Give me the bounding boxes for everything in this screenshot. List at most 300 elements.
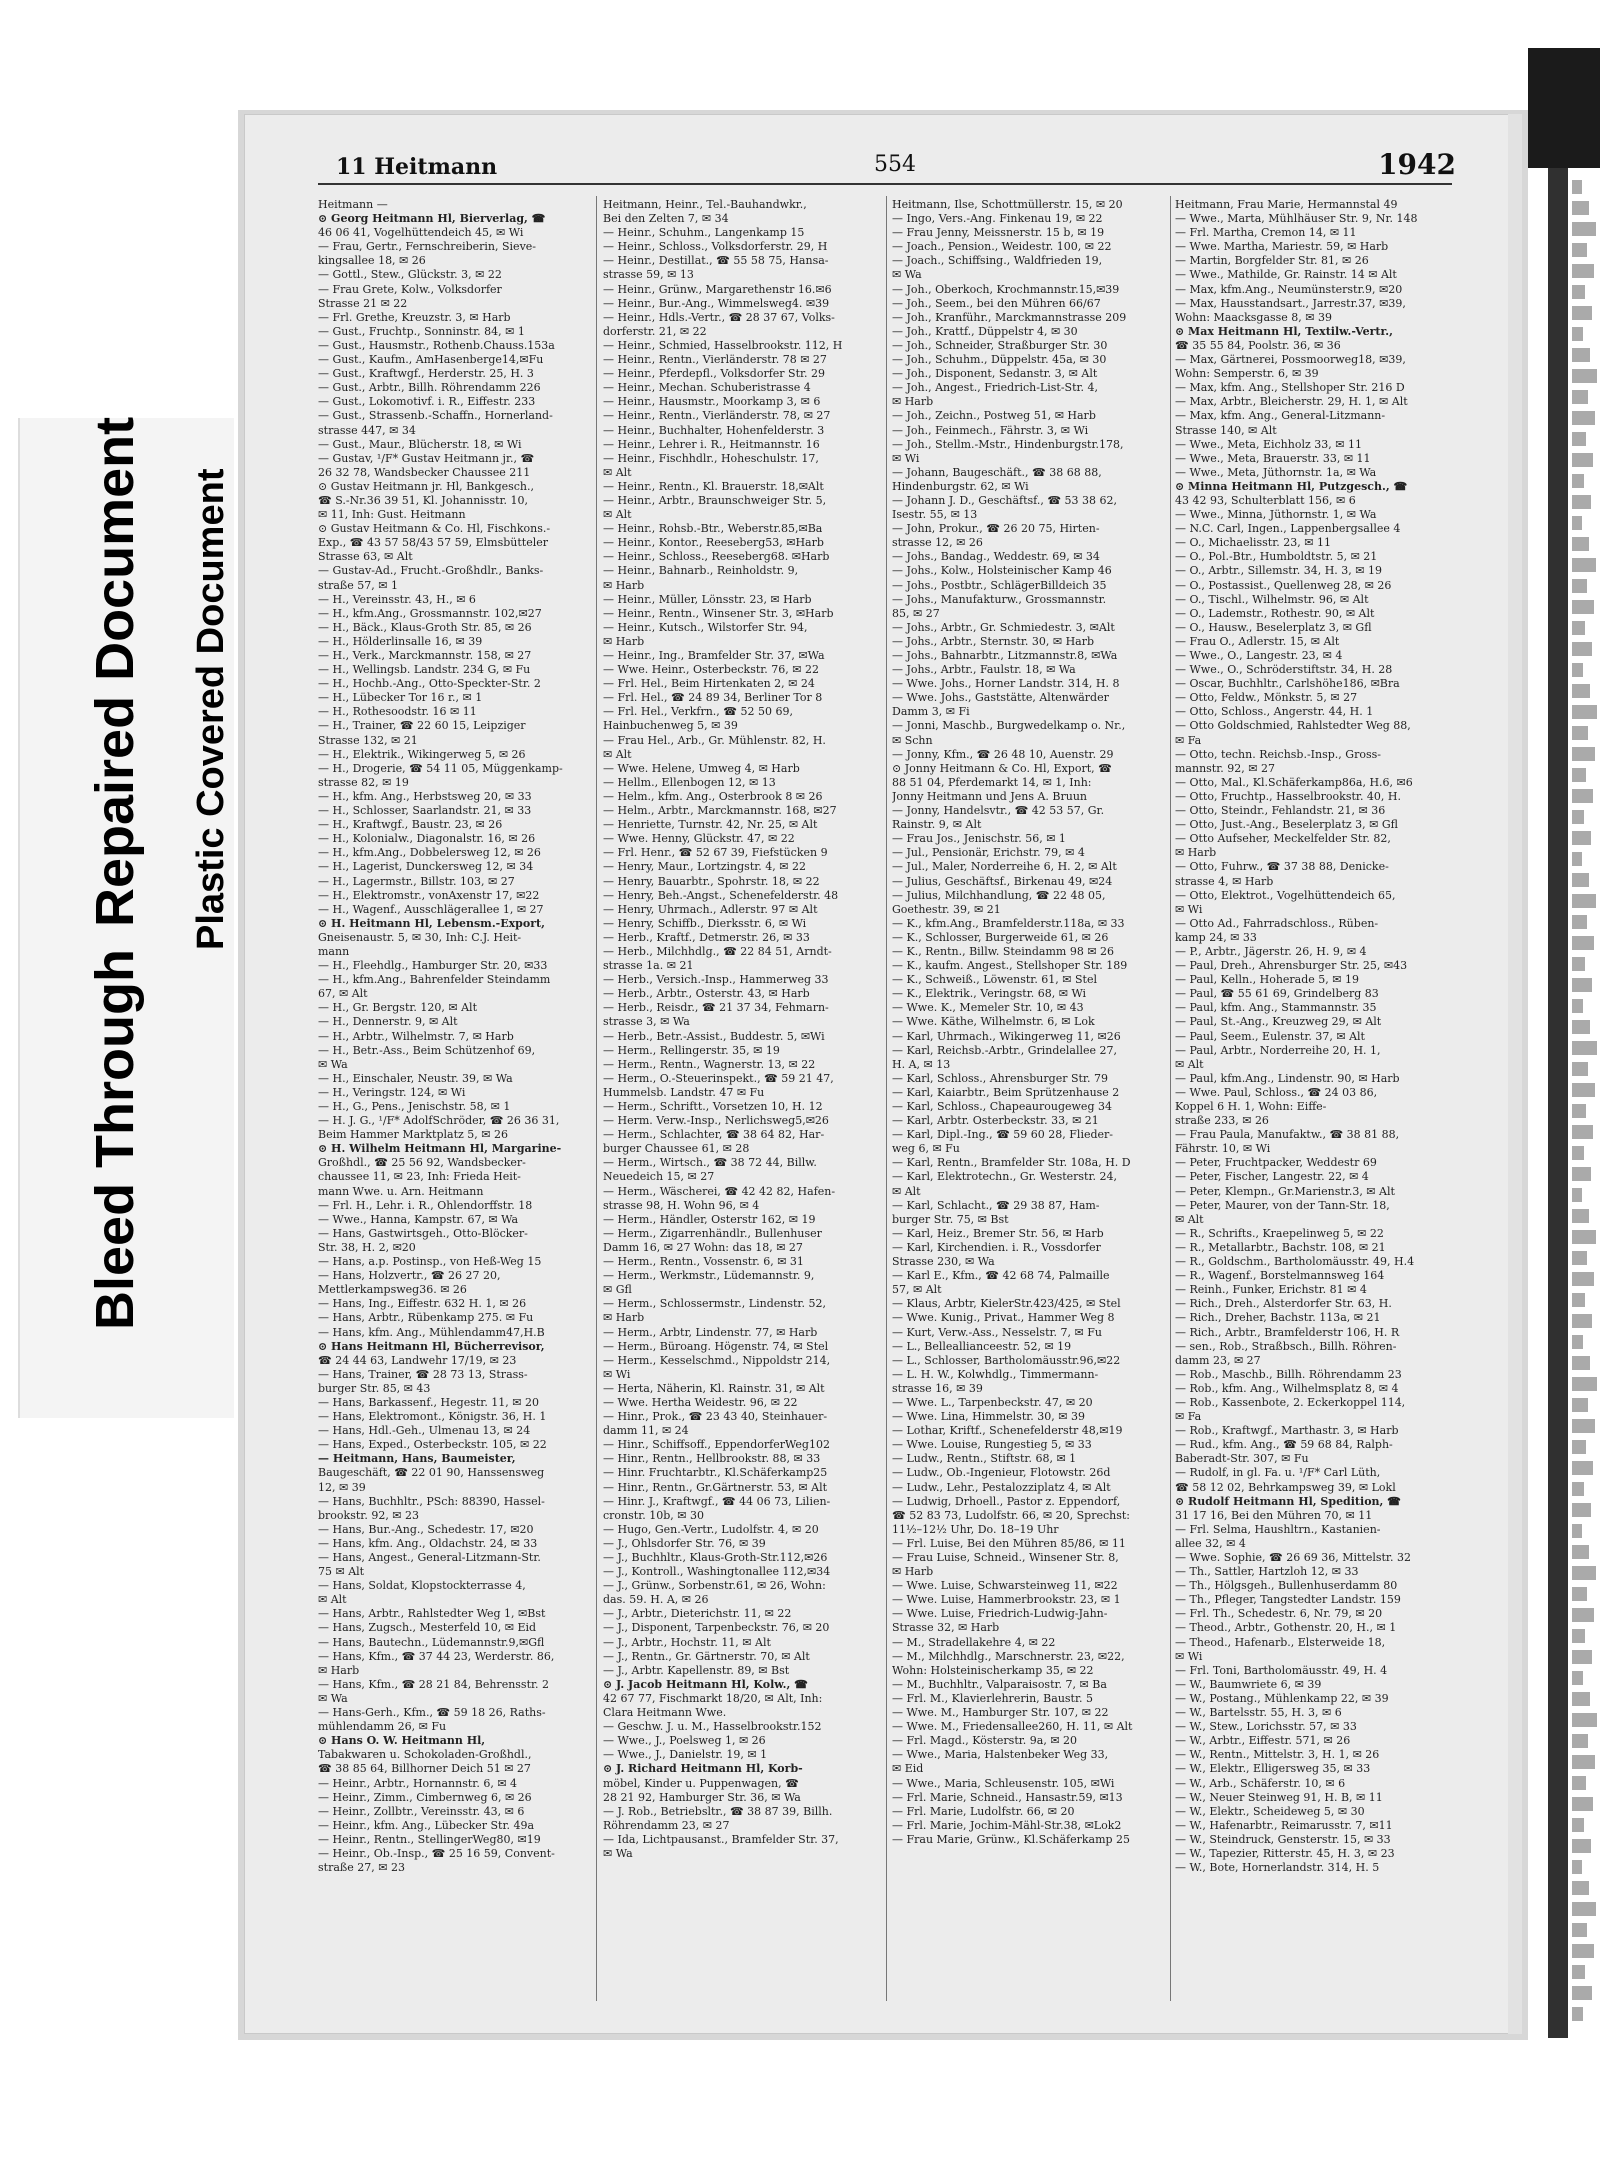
- directory-entry-line: — H., kfm.Ang., Dobbelersweg 12, ✉ 26: [318, 846, 541, 860]
- directory-entry-line: — Hans, Ing., Eiffestr. 632 H. 1, ✉ 26: [318, 1297, 527, 1311]
- directory-entry-line: — Johs., Manufakturw., Grossmannstr.: [892, 592, 1107, 606]
- directory-entry-line: — Joh., Schneider, Straßburger Str. 30: [892, 338, 1108, 352]
- directory-entry-line: — Wwe. M., Friedensallee260, H. 11, ✉ Alt: [892, 1720, 1133, 1734]
- directory-entry-line: — H., Dennerstr. 9, ✉ Alt: [318, 1015, 458, 1029]
- directory-entry-line: — Henry, Uhrmach., Adlerstr. 97 ✉ Alt: [603, 902, 818, 916]
- directory-entry-line: — Herta, Näherin, Kl. Rainstr. 31, ✉ Alt: [603, 1381, 825, 1395]
- directory-entry-line: — Hans, Buchhltr., PSch: 88390, Hassel-: [318, 1494, 545, 1508]
- directory-entry-line: — Henry, Maur., Lortzingstr. 4, ✉ 22: [603, 860, 806, 874]
- directory-entry-line: — Hans, Bautechn., Lüdemannstr.9,✉Gfl: [318, 1635, 545, 1649]
- directory-entry-line: — Wwe., J., Poelsweg 1, ✉ 26: [603, 1734, 766, 1748]
- directory-entry-line: strasse 98, H. Wohn 96, ✉ 4: [603, 1198, 760, 1212]
- directory-entry-line: — Heinr., Hausmstr., Moorkamp 3, ✉ 6: [603, 395, 821, 409]
- directory-entry-line: ✉ Wa: [318, 1691, 348, 1705]
- directory-entry-line: — Otto, Fuhrw., ☎ 37 38 88, Denicke-: [1175, 860, 1389, 874]
- directory-entry-line: ✉ Gfl: [603, 1283, 632, 1297]
- directory-entry-line: — Theod., Arbtr., Gothenstr. 20, H., ✉ 1: [1175, 1621, 1397, 1635]
- directory-entry-line: — Karl, Dipl.-Ing., ☎ 59 60 28, Flieder-: [892, 1128, 1113, 1142]
- directory-entry-line: das. 59. H. A, ✉ 26: [603, 1593, 709, 1607]
- directory-entry-line: — J., Grünw., Sorbenstr.61, ✉ 26, Wohn:: [603, 1579, 826, 1593]
- directory-entry-line: — H., Trainer, ☎ 22 60 15, Leipziger: [318, 719, 526, 733]
- directory-entry-line: ⊙ Georg Heitmann Hl, Bierverlag, ☎: [318, 212, 546, 226]
- directory-entry-line: — J., Ohlsdorfer Str. 76, ✉ 39: [603, 1536, 766, 1550]
- directory-entry-line: — Heinr., Arbtr., Braunschweiger Str. 5,: [603, 493, 827, 507]
- adjacent-text-stub: [1572, 873, 1589, 887]
- directory-entry-line: Strasse 21 ✉ 22: [318, 296, 408, 310]
- directory-entry-line: — N.C. Carl, Ingen., Lappenbergsallee 4: [1175, 522, 1401, 536]
- directory-entry-line: — Frau Jenny, Meissnerstr. 15 b, ✉ 19: [892, 226, 1105, 240]
- directory-entry-line: — Heinr., Bur.-Ang., Wimmelsweg4. ✉39: [603, 296, 830, 310]
- directory-entry-line: ✉ Harb: [603, 578, 645, 592]
- plastic-covered-label: Plastic Covered Document: [190, 468, 232, 950]
- directory-entry-line: — Herm., Wirtsch., ☎ 38 72 44, Billw.: [603, 1156, 817, 1170]
- directory-entry-line: — O., Michaelisstr. 23, ✉ 11: [1175, 536, 1331, 550]
- directory-entry-line: — Hans, Exped., Osterbeckstr. 105, ✉ 22: [318, 1438, 547, 1452]
- directory-entry-line: strasse 82, ✉ 19: [318, 775, 409, 789]
- directory-entry-line: — Gust., Fruchtp., Sonninstr. 84, ✉ 1: [318, 324, 525, 338]
- directory-entry-line: ✉ Harb: [318, 1663, 360, 1677]
- directory-entry-line: möbel, Kinder u. Puppenwagen, ☎: [603, 1776, 799, 1790]
- directory-entry-line: — Paul, kfm.Ang., Lindenstr. 90, ✉ Harb: [1175, 1071, 1400, 1085]
- directory-entry-line: — H., Einschaler, Neustr. 39, ✉ Wa: [318, 1071, 513, 1085]
- adjacent-text-stub: [1572, 726, 1588, 740]
- directory-entry-line: — Hans-Gerh., Kfm., ☎ 59 18 26, Raths-: [318, 1706, 546, 1720]
- directory-entry-line: 42 67 77, Fischmarkt 18/20, ✉ Alt, Inh:: [603, 1691, 823, 1705]
- directory-entry-line: straße 27, ✉ 23: [318, 1861, 405, 1875]
- directory-entry-line: — Herb., Kraftf., Detmerstr. 26, ✉ 33: [603, 930, 810, 944]
- adjacent-text-stub: [1572, 1755, 1595, 1769]
- adjacent-text-stub: [1572, 1482, 1584, 1496]
- directory-entry-line: — Karl, Schloss., Chapeaurougeweg 34: [892, 1100, 1112, 1113]
- adjacent-text-stub: [1572, 1902, 1596, 1916]
- directory-entry-line: strasse 1a. ✉ 21: [603, 959, 694, 973]
- directory-entry-line: — Wwe., Meta, Eichholz 33, ✉ 11: [1175, 437, 1362, 451]
- directory-entry-line: — Otto, techn. Reichsb.-Insp., Gross-: [1175, 747, 1381, 761]
- directory-entry-line: — J., Rentn., Gr. Gärtnerstr. 70, ✉ Alt: [603, 1649, 810, 1663]
- directory-entry-line: 75 ✉ Alt: [318, 1565, 365, 1579]
- adjacent-text-stub: [1572, 642, 1592, 656]
- directory-entry-line: — Heinr., kfm. Ang., Lübecker Str. 49a: [318, 1818, 535, 1832]
- directory-entry-line: — J., Arbtr., Dieterichstr. 11, ✉ 22: [603, 1607, 792, 1621]
- directory-entry-line: — Hans, Hdl.-Geh., Ulmenau 13, ✉ 24: [318, 1424, 531, 1438]
- directory-entry-line: — Martin, Borgfelder Str. 81, ✉ 26: [1175, 254, 1369, 268]
- directory-entry-line: — H., Kraftwgf., Baustr. 23, ✉ 26: [318, 818, 503, 832]
- adjacent-text-stub: [1572, 1041, 1597, 1055]
- directory-entry-line: — Frl. M., Klavierlehrerin, Baustr. 5: [892, 1691, 1094, 1705]
- directory-entry-line: dorferstr. 21, ✉ 22: [603, 324, 707, 338]
- directory-entry-line: — Oscar, Buchhltr., Carlshöhe186, ✉Bra: [1175, 677, 1400, 691]
- directory-entry-line: straße 57, ✉ 1: [318, 578, 398, 592]
- directory-entry-line: ✉ Alt: [603, 747, 632, 761]
- directory-entry-line: burger Str. 75, ✉ Bst: [892, 1212, 1009, 1226]
- bleed-through-label: Bleed Through: [85, 949, 145, 1330]
- directory-entry-line: — K., Rentn., Billw. Steindamm 98 ✉ 26: [892, 944, 1115, 958]
- directory-entry-line: — J., Arbtr., Hochstr. 11, ✉ Alt: [603, 1635, 771, 1649]
- adjacent-text-stub: [1572, 1650, 1592, 1664]
- directory-entry-line: — Wwe. Käthe, Wilhelmstr. 6, ✉ Lok: [892, 1015, 1095, 1029]
- directory-entry-line: — Heinr., Rentn., Vierländerstr. 78 ✉ 27: [603, 353, 827, 367]
- directory-entry-line: — Hans, Kfm., ☎ 37 44 23, Werderstr. 86,: [318, 1649, 555, 1663]
- adjacent-text-stub: [1572, 1566, 1596, 1580]
- directory-entry-line: — Joh., Feinmech., Fährstr. 3, ✉ Wi: [892, 423, 1089, 437]
- directory-entry-line: — Heinr., Rohsb.-Btr., Weberstr.85,✉Ba: [603, 522, 823, 536]
- repaired-document-label: Repaired Document: [85, 416, 145, 928]
- directory-entry-line: kamp 24, ✉ 33: [1175, 930, 1257, 944]
- adjacent-text-stub: [1572, 915, 1587, 929]
- directory-entry-line: — Herm., Werkmstr., Lüdemannstr. 9,: [603, 1269, 815, 1283]
- directory-entry-line: ✉ Wi: [603, 1367, 631, 1381]
- directory-entry-line: ⊙ Minna Heitmann Hl, Putzgesch., ☎: [1175, 479, 1408, 493]
- directory-entry-line: — Otto Ad., Fahrradschloss., Rüben-: [1175, 916, 1379, 930]
- directory-column-2: [603, 198, 873, 1998]
- directory-entry-line: — W., Steindruck, Gensterstr. 15, ✉ 33: [1175, 1832, 1391, 1846]
- directory-entry-line: — M., Buchhltr., Valparaisostr. 7, ✉ Ba: [892, 1677, 1107, 1691]
- directory-entry-line: Heitmann, Ilse, Schottmüllerstr. 15, ✉ 20: [892, 198, 1123, 211]
- directory-entry-line: Damm 3, ✉ Fi: [892, 705, 970, 719]
- directory-entry-line: — Ludw., Lehr., Pestalozziplatz 4, ✉ Alt: [892, 1480, 1111, 1494]
- directory-entry-line: ☎ 24 44 63, Landwehr 17/19, ✉ 23: [318, 1353, 517, 1367]
- directory-entry-line: — Otto, Elektrot., Vogelhüttendeich 65,: [1175, 888, 1396, 902]
- adjacent-text-stub: [1572, 1839, 1591, 1853]
- directory-entry-line: ☎ S.-Nr.36 39 51, Kl. Johannisstr. 10,: [318, 493, 529, 507]
- directory-entry-line: ✉ Alt: [318, 1593, 347, 1607]
- directory-entry-line: — Otto, Fruchtp., Hasselbrookstr. 40, H.: [1175, 789, 1402, 803]
- adjacent-text-stub: [1572, 1923, 1587, 1937]
- directory-entry-line: — Jonni, Maschb., Burgwedelkamp o. Nr.,: [892, 719, 1126, 733]
- directory-entry-line: — L., Belleallianceestr. 52, ✉ 19: [892, 1339, 1072, 1353]
- directory-entry-line: — Herm., Zigarrenhändlr., Bullenhuser: [603, 1226, 822, 1240]
- directory-entry-line: — Frl. Hel., ☎ 24 89 34, Berliner Tor 8: [603, 691, 823, 705]
- directory-entry-line: — Max, Arbtr., Bleicherstr. 29, H. 1, ✉ Alt: [1175, 395, 1408, 409]
- directory-entry-line: ✉ Wa: [603, 1846, 633, 1860]
- directory-entry-line: — Frl. Magd., Kösterstr. 9a, ✉ 20: [892, 1734, 1078, 1748]
- directory-entry-line: 67, ✉ Alt: [318, 987, 368, 1001]
- directory-entry-line: ✉ Wi: [1175, 902, 1203, 916]
- directory-entry-line: — Otto, Steindr., Fehlandstr. 21, ✉ 36: [1175, 804, 1386, 818]
- directory-entry-line: Strasse 230, ✉ Wa: [892, 1255, 995, 1269]
- directory-entry-line: strasse 16, ✉ 39: [892, 1381, 983, 1395]
- directory-entry-line: ✉ Alt: [1175, 1057, 1204, 1071]
- scan-top-margin: [0, 0, 1600, 48]
- directory-entry-line: — Frl. H., Lehr. i. R., Ohlendorffstr. 18: [318, 1198, 533, 1212]
- directory-entry-line: damm 23, ✉ 27: [1175, 1353, 1261, 1367]
- directory-entry-line: — Johs., Postbtr., SchlägerBilldeich 35: [892, 578, 1107, 592]
- adjacent-text-stub: [1572, 1440, 1586, 1454]
- directory-entry-line: — Heinr., Schmied, Hasselbrookstr. 112, H: [603, 338, 843, 352]
- directory-entry-line: — Hugo, Gen.-Vertr., Ludolfstr. 4, ✉ 20: [603, 1522, 819, 1536]
- directory-entry-line: — Gust., Strassenb.-Schaffn., Hornerland-: [318, 409, 553, 423]
- directory-entry-line: — Heinr., Mechan. Schuberistrasse 4: [603, 381, 811, 395]
- directory-entry-line: — M., Milchhdlg., Marschnerstr. 23, ✉22,: [892, 1649, 1125, 1663]
- directory-entry-line: — Rob., Maschb., Billh. Röhrendamm 23: [1175, 1367, 1402, 1381]
- directory-entry-line: — W., Elektr., Scheideweg 5, ✉ 30: [1175, 1804, 1365, 1818]
- directory-entry-line: — Heinr., Müller, Lönsstr. 23, ✉ Harb: [603, 592, 812, 606]
- directory-entry-line: Clara Heitmann Wwe.: [603, 1706, 727, 1720]
- directory-entry-line: — O., Hausw., Beselerplatz 3, ✉ Gfl: [1175, 620, 1372, 634]
- directory-entry-line: — Otto, Just.-Ang., Beselerplatz 3, ✉ Gfl: [1175, 818, 1398, 832]
- directory-entry-line: — Th., Sattler, Hartzloh 12, ✉ 33: [1175, 1565, 1359, 1579]
- directory-entry-line: — Heinr., Grünw., Margarethenstr 16.✉6: [603, 282, 832, 296]
- directory-entry-line: — Paul, Dreh., Ahrensburger Str. 25, ✉43: [1175, 959, 1408, 973]
- directory-entry-line: — Wwe. L., Tarpenbeckstr. 47, ✉ 20: [892, 1395, 1093, 1409]
- directory-entry-line: cronstr. 10b, ✉ 30: [603, 1508, 704, 1522]
- directory-entry-line: — Herm., Rentn., Wagnerstr. 13, ✉ 22: [603, 1057, 816, 1071]
- adjacent-text-stub: [1572, 1692, 1590, 1706]
- directory-entry-line: ✉ Alt: [1175, 1212, 1204, 1226]
- directory-entry-line: — Karl, Reichsb.-Arbtr., Grindelallee 27,: [892, 1043, 1118, 1057]
- adjacent-text-stub: [1572, 1734, 1588, 1748]
- adjacent-text-stub: [1572, 831, 1591, 845]
- directory-entry-line: mühlendamm 26, ✉ Fu: [318, 1720, 447, 1734]
- directory-entry-line: strasse 12, ✉ 26: [892, 536, 983, 550]
- directory-entry-line: — Paul, kfm. Ang., Stammannstr. 35: [1175, 1001, 1377, 1015]
- directory-entry-line: — Gustav, ¹/F* Gustav Heitmann jr., ☎: [318, 451, 535, 465]
- directory-entry-line: — O., Pol.-Btr., Humboldtstr. 5, ✉ 21: [1175, 550, 1378, 564]
- directory-entry-line: — Wwe. Luise, Schwarsteinweg 11, ✉22: [892, 1579, 1118, 1593]
- adjacent-text-stub: [1572, 201, 1589, 215]
- directory-entry-line: — Wwe., O., Schröderstiftstr. 34, H. 28: [1175, 663, 1393, 677]
- directory-entry-line: Strasse 63, ✉ Alt: [318, 550, 413, 564]
- directory-entry-line: — Joh., Schuhm., Düppelstr. 45a, ✉ 30: [892, 353, 1107, 367]
- directory-entry-line: — Herm., Schriftt., Vorsetzen 10, H. 12: [603, 1100, 823, 1113]
- directory-entry-line: — Wwe. Luise, Hammerbrookstr. 23, ✉ 1: [892, 1593, 1121, 1607]
- directory-entry-line: — R., Wagenf., Borstelmannsweg 164: [1175, 1269, 1385, 1283]
- directory-entry-line: Baugeschäft, ☎ 22 01 90, Hanssensweg: [318, 1466, 545, 1480]
- directory-entry-line: — Joh., Angest., Friedrich-List-Str. 4,: [892, 381, 1099, 395]
- directory-entry-line: — Johs., Bandag., Weddestr. 69, ✉ 34: [892, 550, 1100, 564]
- directory-entry-line: — W., Elektr., Elligersweg 35, ✉ 33: [1175, 1762, 1371, 1776]
- directory-entry-line: — Peter, Maurer, von der Tann-Str. 18,: [1175, 1198, 1390, 1212]
- adjacent-text-stub: [1572, 558, 1596, 572]
- directory-entry-line: — Hans, Gastwirtsgeh., Otto-Blöcker-: [318, 1226, 528, 1240]
- directory-entry-line: — H., Betr.-Ass., Beim Schützenhof 69,: [318, 1043, 536, 1057]
- directory-entry-line: — Hans, Arbtr., Rübenkamp 275. ✉ Fu: [318, 1311, 534, 1325]
- directory-entry-line: Jonny Heitmann und Jens A. Bruun: [892, 789, 1087, 803]
- directory-entry-line: ⊙ Hans Heitmann Hl, Bücherrevisor,: [318, 1339, 545, 1353]
- directory-entry-line: — Johs., Arbtr., Gr. Schmiedestr. 3, ✉Alt: [892, 620, 1115, 634]
- directory-entry-line: — Herm., Büroang. Högenstr. 74, ✉ Stel: [603, 1339, 829, 1353]
- directory-entry-line: — Johs., Bahnarbtr., Litzmannstr.8, ✉Wa: [892, 649, 1118, 662]
- directory-entry-line: — Joh., Stellm.-Mstr., Hindenburgstr.178,: [892, 437, 1124, 451]
- page-header: [270, 148, 1500, 182]
- adjacent-text-stub: [1572, 369, 1597, 383]
- directory-entry-line: — Hans, Elektromont., Königstr. 36, H. 1: [318, 1410, 547, 1424]
- directory-entry-line: — Johs., Arbtr., Faulstr. 18, ✉ Wa: [892, 663, 1076, 677]
- adjacent-text-stub: [1572, 936, 1594, 950]
- directory-entry-line: — W., Arbtr., Eiffestr. 571, ✉ 26: [1175, 1734, 1351, 1748]
- directory-entry-line: 26 32 78, Wandsbecker Chaussee 211: [318, 465, 531, 479]
- directory-entry-line: — Hans, Barkassenf., Hegestr. 11, ✉ 20: [318, 1395, 540, 1409]
- directory-entry-line: — H., Hölderlinsalle 16, ✉ 39: [318, 634, 483, 648]
- directory-entry-line: ✉ Alt: [603, 465, 632, 479]
- directory-entry-line: ⊙ Max Heitmann Hl, Textilw.-Vertr.,: [1175, 324, 1393, 338]
- directory-entry-line: — Herb., Reisdr., ☎ 21 37 34, Fehmarn-: [603, 1001, 829, 1015]
- directory-entry-line: burger Chaussee 61, ✉ 28: [603, 1142, 750, 1156]
- directory-entry-line: — Paul, Kelln., Hoherade 5, ✉ 19: [1175, 973, 1359, 987]
- adjacent-text-stub: [1572, 1251, 1587, 1265]
- directory-entry-line: — Heinr., Rentn., Winsener Str. 3, ✉Harb: [603, 606, 834, 620]
- directory-entry-line: — H., Kolonialw., Diagonalstr. 16, ✉ 26: [318, 832, 536, 846]
- adjacent-text-stub: [1572, 579, 1587, 593]
- directory-entry-line: — J., Arbtr. Kapellenstr. 89, ✉ Bst: [603, 1663, 790, 1677]
- adjacent-page-text-edge: [1572, 180, 1598, 2030]
- directory-entry-line: — Gust., Arbtr., Billh. Röhrendamm 226: [318, 381, 541, 395]
- directory-entry-line: — Paul, ☎ 55 61 69, Grindelberg 83: [1175, 987, 1379, 1001]
- directory-entry-line: ⊙ Gustav Heitmann & Co. Hl, Fischkons.-: [318, 522, 551, 536]
- directory-entry-line: — Hinr., Prok., ☎ 23 43 40, Steinhauer-: [603, 1410, 828, 1424]
- directory-entry-line: ⊙ Rudolf Heitmann Hl, Spedition, ☎: [1175, 1494, 1401, 1508]
- directory-entry-line: Neuedeich 15, ✉ 27: [603, 1170, 715, 1184]
- adjacent-text-stub: [1572, 1860, 1582, 1874]
- directory-entry-line: — Heinr., Fischhdlr., Hoheschulstr. 17,: [603, 451, 819, 465]
- directory-entry-line: ✉ Wi: [892, 451, 920, 465]
- directory-entry-line: — O., Arbtr., Sillemstr. 34, H. 3, ✉ 19: [1175, 564, 1382, 578]
- directory-entry-line: — Rob., kfm. Ang., Wilhelmsplatz 8, ✉ 4: [1175, 1381, 1399, 1395]
- directory-entry-line: — H., kfm. Ang., Herbstsweg 20, ✉ 33: [318, 789, 532, 803]
- adjacent-text-stub: [1572, 1881, 1589, 1895]
- directory-entry-line: strasse 447, ✉ 34: [318, 423, 416, 437]
- directory-entry-line: kingsallee 18, ✉ 26: [318, 254, 426, 268]
- adjacent-text-stub: [1572, 1671, 1583, 1685]
- directory-entry-line: ⊙ H. Wilhelm Heitmann Hl, Margarine-: [318, 1142, 562, 1156]
- adjacent-text-stub: [1572, 1230, 1596, 1244]
- directory-entry-line: — Frau Luise, Schneid., Winsener Str. 8,: [892, 1551, 1119, 1564]
- directory-entry-line: Heitmann —: [318, 198, 388, 211]
- directory-entry-line: — Herm., Wäscherei, ☎ 42 42 82, Hafen-: [603, 1184, 836, 1198]
- directory-entry-line: — Frau Hel., Arb., Gr. Mühlenstr. 82, H.: [603, 733, 826, 747]
- directory-entry-line: — Herb., Betr.-Assist., Buddestr. 5, ✉Wi: [603, 1029, 825, 1043]
- directory-entry-line: — Frl. Martha, Cremon 14, ✉ 11: [1175, 226, 1357, 240]
- directory-entry-line: — W., Stew., Lorichsstr. 57, ✉ 33: [1175, 1720, 1357, 1734]
- directory-entry-line: — H., Wagenf., Ausschlägerallee 1, ✉ 27: [318, 902, 544, 916]
- directory-entry-line: — L. H. W., Kolwhdlg., Timmermann-: [892, 1367, 1099, 1381]
- adjacent-text-stub: [1572, 684, 1590, 698]
- directory-entry-line: Strasse 132, ✉ 21: [318, 733, 418, 747]
- directory-entry-line: — Wwe., Marta, Mühlhäuser Str. 9, Nr. 148: [1175, 212, 1418, 226]
- directory-entry-line: — Johs., Kolw., Holsteinischer Kamp 46: [892, 564, 1112, 578]
- directory-entry-line: ☎ 35 55 84, Poolstr. 36, ✉ 36: [1175, 338, 1341, 352]
- adjacent-text-stub: [1572, 1503, 1591, 1517]
- directory-entry-line: 85, ✉ 27: [892, 606, 940, 620]
- adjacent-text-stub: [1572, 1104, 1586, 1118]
- directory-entry-line: — Karl, Kaiarbtr., Beim Sprützenhause 2: [892, 1085, 1120, 1099]
- directory-entry-line: — Hans, Holzvertr., ☎ 26 27 20,: [318, 1269, 501, 1283]
- directory-entry-line: ☎ 38 85 64, Billhorner Deich 51 ✉ 27: [318, 1762, 531, 1776]
- directory-entry-line: Beim Hammer Marktplatz 5, ✉ 26: [318, 1128, 509, 1142]
- adjacent-text-stub: [1572, 348, 1590, 362]
- directory-entry-line: — Heinr., Schuhm., Langenkamp 15: [603, 226, 805, 240]
- adjacent-text-stub: [1572, 1461, 1593, 1475]
- directory-entry-line: ⊙ J. Jacob Heitmann Hl, Kolw., ☎: [603, 1677, 808, 1691]
- adjacent-text-stub: [1572, 2007, 1583, 2021]
- directory-entry-line: — K., Elektrik., Veringstr. 68, ✉ Wi: [892, 987, 1087, 1001]
- directory-entry-line: — Wwe. Hertha Weidestr. 96, ✉ 22: [603, 1395, 798, 1409]
- directory-entry-line: — Henry, Beh.-Angst., Schenefelderstr. 48: [603, 888, 839, 902]
- directory-entry-line: — Heinr., Zollbtr., Vereinsstr. 43, ✉ 6: [318, 1804, 525, 1818]
- directory-entry-line: — H., Lübecker Tor 16 r., ✉ 1: [318, 691, 483, 705]
- directory-entry-line: — Frl. Henr., ☎ 52 67 39, Fiefstücken 9: [603, 846, 828, 860]
- directory-entry-line: — Hinr. J., Kraftwgf., ☎ 44 06 73, Lilien-: [603, 1494, 831, 1508]
- directory-entry-line: — Jul., Maler, Norderreihe 6, H. 2, ✉ Alt: [892, 860, 1117, 874]
- directory-entry-line: Wohn: Maacksgasse 8, ✉ 39: [1175, 310, 1333, 324]
- column-divider: [886, 196, 887, 2001]
- directory-entry-line: — Frau Jos., Jenischstr. 56, ✉ 1: [892, 832, 1066, 846]
- directory-entry-line: Isestr. 55, ✉ 13: [892, 508, 978, 522]
- directory-entry-line: — Otto, Mal., Kl.Schäferkamp86a, H.6, ✉6: [1175, 775, 1413, 789]
- adjacent-text-stub: [1572, 222, 1596, 236]
- directory-entry-line: — Karl, Schlacht., ☎ 29 38 87, Ham-: [892, 1198, 1100, 1212]
- directory-entry-line: — Herm., Arbtr, Lindenstr. 77, ✉ Harb: [603, 1325, 818, 1339]
- directory-entry-line: — J., Disponent, Tarpenbeckstr. 76, ✉ 20: [603, 1621, 830, 1635]
- directory-entry-line: — Johs., Arbtr., Sternstr. 30, ✉ Harb: [892, 634, 1095, 648]
- directory-entry-line: — Max, kfm. Ang., General-Litzmann-: [1175, 409, 1386, 423]
- directory-entry-line: — Henry, Bauarbtr., Spohrstr. 18, ✉ 22: [603, 874, 820, 888]
- directory-entry-line: chaussee 11, ✉ 23, Inh: Frieda Heit-: [318, 1170, 521, 1184]
- directory-entry-line: — Joh., Zeichn., Postweg 51, ✉ Harb: [892, 409, 1096, 423]
- directory-entry-line: — W., Rentn., Mittelstr. 3, H. 1, ✉ 26: [1175, 1748, 1380, 1762]
- directory-entry-line: Strasse 32, ✉ Harb: [892, 1621, 1000, 1635]
- directory-entry-line: — Wwe., Meta, Jüthornstr. 1a, ✉ Wa: [1175, 465, 1377, 479]
- directory-entry-line: — Heinr., Zimm., Cimbernweg 6, ✉ 26: [318, 1790, 532, 1804]
- directory-entry-line: — H., Arbtr., Wilhelmstr. 7, ✉ Harb: [318, 1029, 514, 1043]
- directory-entry-line: — Peter, Fruchtpacker, Weddestr 69: [1175, 1156, 1377, 1170]
- adjacent-text-stub: [1572, 1944, 1594, 1958]
- directory-entry-line: ✉ Alt: [603, 508, 632, 522]
- directory-entry-line: — Karl, Heiz., Bremer Str. 56, ✉ Harb: [892, 1226, 1104, 1240]
- adjacent-text-stub: [1572, 327, 1583, 341]
- adjacent-text-stub: [1572, 474, 1584, 488]
- directory-entry-line: — Max, kfm.Ang., Neumünsterstr.9, ✉20: [1175, 282, 1403, 296]
- directory-entry-line: — Frl. Marie, Ludolfstr. 66, ✉ 20: [892, 1804, 1075, 1818]
- directory-entry-line: ⊙ Hans O. W. Heitmann Hl,: [318, 1734, 486, 1748]
- directory-entry-line: ✉ Wa: [892, 268, 922, 282]
- directory-entry-line: — Peter, Fischer, Langestr. 22, ✉ 4: [1175, 1170, 1369, 1184]
- directory-entry-line: — Hinr. Fruchtarbtr., Kl.Schäferkamp25: [603, 1466, 828, 1480]
- directory-entry-line: — Rudolf, in gl. Fa. u. ¹/F* Carl Lüth,: [1175, 1466, 1381, 1480]
- directory-entry-line: ⊙ Gustav Heitmann jr. Hl, Bankgesch.,: [318, 479, 534, 493]
- adjacent-text-stub: [1572, 1398, 1588, 1412]
- directory-entry-line: — Max, Hausstandsart., Jarrestr.37, ✉39,: [1175, 296, 1406, 310]
- directory-entry-line: — Otto Goldschmied, Rahlstedter Weg 88,: [1175, 719, 1411, 733]
- adjacent-text-stub: [1572, 1419, 1595, 1433]
- directory-entry-line: — Hinr., Schiffsoff., EppendorferWeg102: [603, 1438, 830, 1452]
- directory-entry-line: — H., Fleehdlg., Hamburger Str. 20, ✉33: [318, 959, 548, 973]
- adjacent-text-stub: [1572, 1167, 1591, 1181]
- directory-entry-line: — Wwe., Maria, Schleusenstr. 105, ✉Wi: [892, 1776, 1115, 1790]
- adjacent-text-stub: [1572, 1356, 1590, 1370]
- directory-entry-line: ✉ Alt: [892, 1184, 921, 1198]
- directory-entry-line: — Heinr., Ob.-Insp., ☎ 25 16 59, Convent-: [318, 1846, 555, 1860]
- directory-entry-line: Heitmann, Frau Marie, Hermannstal 49: [1175, 198, 1398, 211]
- directory-entry-line: — H., Vereinsstr. 43, H., ✉ 6: [318, 592, 476, 606]
- adjacent-text-stub: [1572, 264, 1594, 278]
- damage-label-primary: [84, 417, 146, 1330]
- adjacent-text-stub: [1572, 1209, 1589, 1223]
- directory-entry-line: — Herm., Schlossermstr., Lindenstr. 52,: [603, 1297, 826, 1311]
- directory-entry-line: — Joach., Pension., Weidestr. 100, ✉ 22: [892, 240, 1112, 254]
- directory-entry-line: — Klaus, Arbtr, KielerStr.423/425, ✉ Stel: [892, 1297, 1121, 1311]
- adjacent-text-stub: [1572, 747, 1595, 761]
- directory-entry-line: mann: [318, 944, 350, 958]
- directory-entry-line: — Wwe. Lina, Himmelstr. 30, ✉ 39: [892, 1410, 1085, 1424]
- directory-entry-line: — Wwe., J., Danielstr. 19, ✉ 1: [603, 1748, 768, 1762]
- directory-entry-line: ⊙ H. Heitmann Hl, Lebensm.-Export,: [318, 916, 545, 930]
- directory-entry-line: strasse 59, ✉ 13: [603, 268, 694, 282]
- directory-entry-line: — John, Prokur., ☎ 26 20 75, Hirten-: [892, 522, 1100, 536]
- adjacent-text-stub: [1572, 1524, 1582, 1538]
- directory-entry-line: — Rud., kfm. Ang., ☎ 59 68 84, Ralph-: [1175, 1438, 1393, 1452]
- directory-entry-line: — Wwe., O., Langestr. 23, ✉ 4: [1175, 649, 1343, 662]
